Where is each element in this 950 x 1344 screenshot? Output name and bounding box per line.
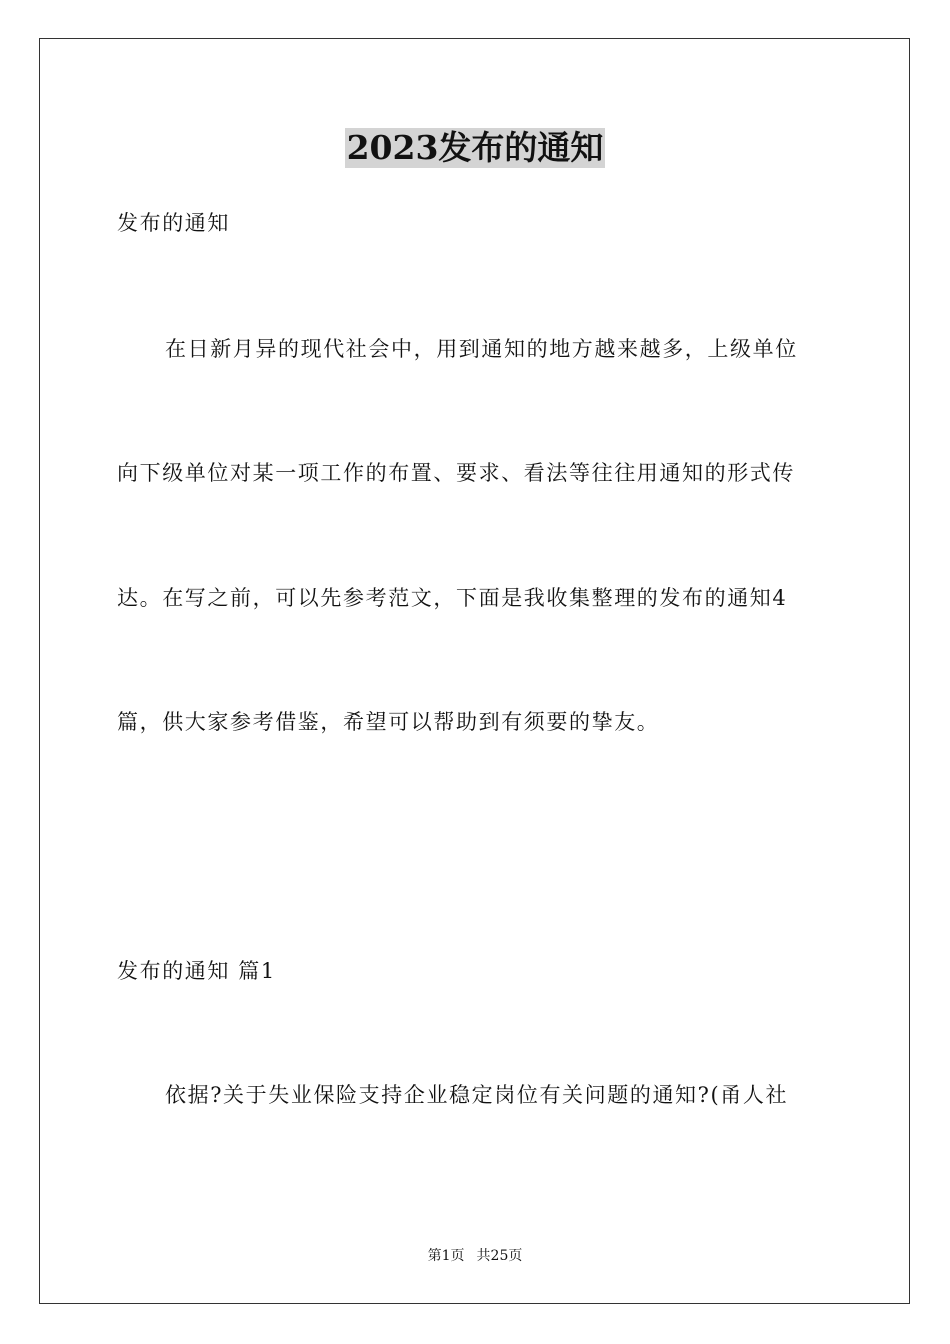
page-number: 第1页	[427, 1248, 465, 1264]
intro-line-2: 向下级单位对某一项工作的布置、要求、看法等往往用通知的形式传	[117, 461, 795, 485]
intro-line-1: 在日新月异的现代社会中，用到通知的地方越来越多，上级单位	[165, 337, 798, 361]
title-wrap	[0, 128, 950, 168]
page-total: 共25页	[476, 1248, 523, 1264]
intro-line-4: 篇，供大家参考借鉴，希望可以帮助到有须要的挚友。	[117, 710, 660, 734]
section-first-line: 依据?关于失业保险支持企业稳定岗位有关问题的通知?(甬人社	[165, 1083, 789, 1107]
page-footer	[0, 1246, 950, 1266]
document-subtitle: 发布的通知	[117, 211, 230, 235]
intro-line-3: 达。在写之前，可以先参考范文，下面是我收集整理的发布的通知4	[117, 586, 788, 610]
document-title: 2023发布的通知	[346, 128, 604, 167]
section-heading: 发布的通知 篇1	[117, 959, 276, 983]
